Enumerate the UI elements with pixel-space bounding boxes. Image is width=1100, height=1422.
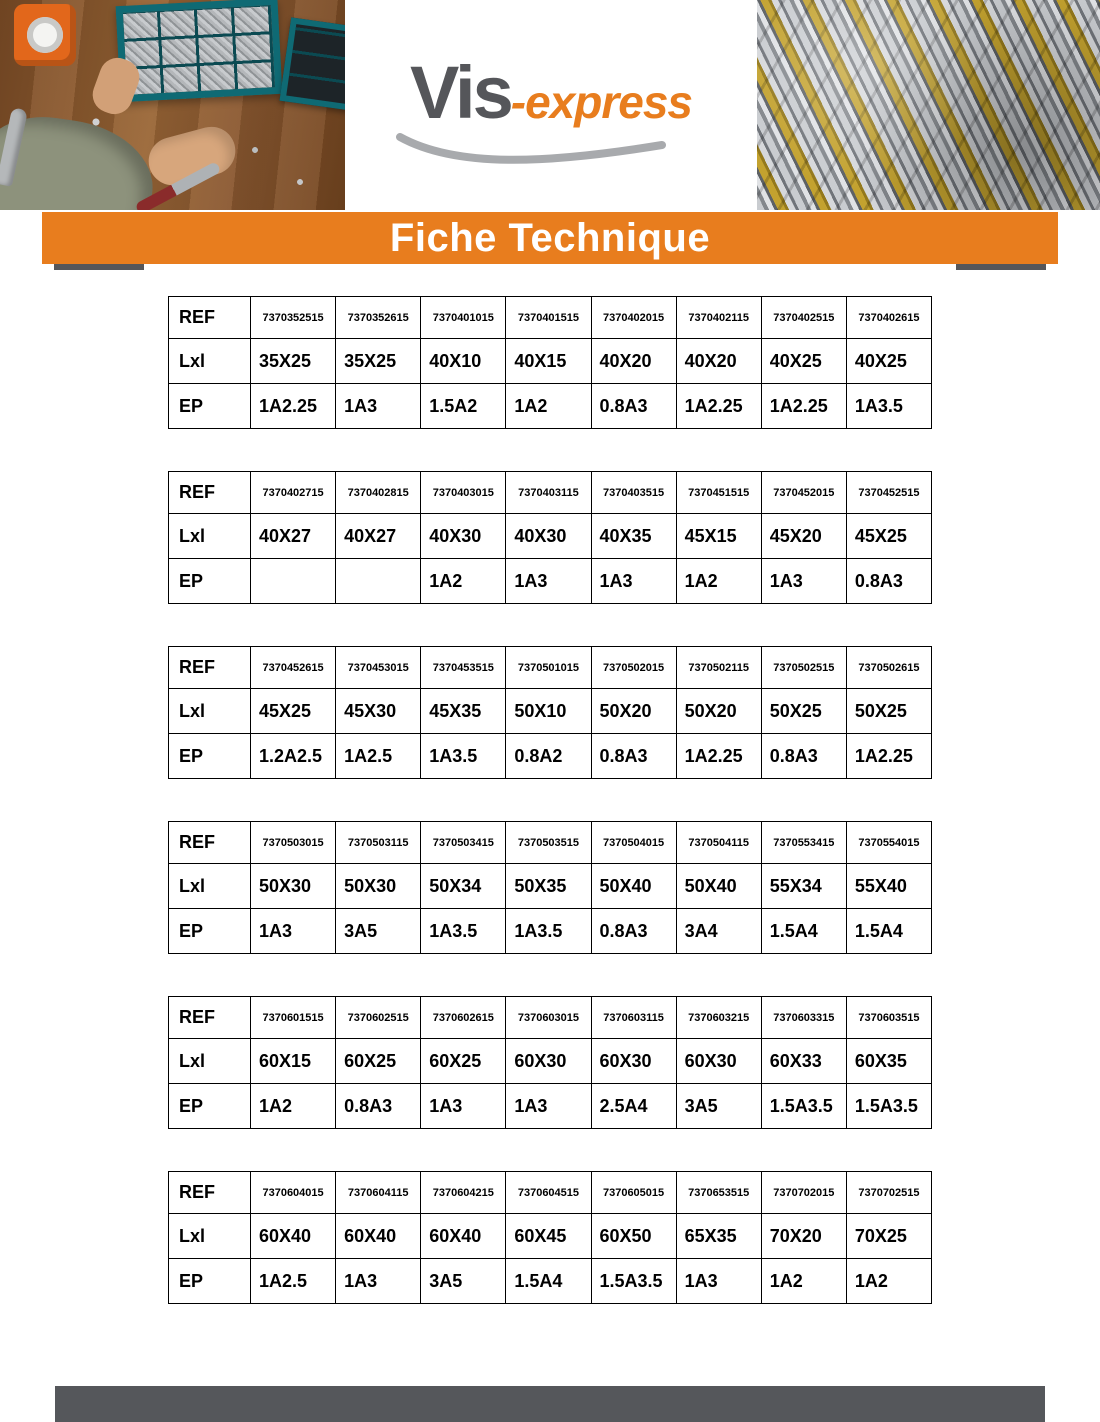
ref-cell: 7370402715 [251, 472, 336, 514]
page-title: Fiche Technique [389, 215, 711, 260]
lxl-cell: 35X25 [251, 339, 336, 384]
ep-cell: 0.8A3 [846, 559, 931, 604]
ref-cell: 7370502015 [591, 647, 676, 689]
ref-cell: 7370403015 [421, 472, 506, 514]
ref-cell: 7370402515 [761, 297, 846, 339]
row-label-lxl: Lxl [169, 339, 251, 384]
ref-cell: 7370702515 [846, 1172, 931, 1214]
lxl-row [169, 1214, 932, 1259]
ep-cell: 3A4 [676, 909, 761, 954]
lxl-cell: 40X27 [336, 514, 421, 559]
ref-cell: 7370702015 [761, 1172, 846, 1214]
ref-cell: 7370502515 [761, 647, 846, 689]
ref-cell: 7370601515 [251, 997, 336, 1039]
spec-table-1 [168, 296, 932, 429]
lxl-cell: 70X25 [846, 1214, 931, 1259]
ep-row [169, 734, 932, 779]
lxl-cell: 45X35 [421, 689, 506, 734]
ep-row [169, 1259, 932, 1304]
ref-cell: 7370502615 [846, 647, 931, 689]
ref-cell: 7370602515 [336, 997, 421, 1039]
ref-cell: 7370604015 [251, 1172, 336, 1214]
logo-express: -express [510, 76, 692, 128]
spec-tables-container [0, 264, 1100, 1304]
lxl-cell: 40X30 [506, 514, 591, 559]
ep-cell: 1A2 [846, 1259, 931, 1304]
lxl-cell: 45X25 [846, 514, 931, 559]
ep-cell: 0.8A3 [761, 734, 846, 779]
ref-cell: 7370603015 [506, 997, 591, 1039]
title-banner [42, 212, 1058, 264]
lxl-cell: 40X10 [421, 339, 506, 384]
ep-cell: 1A3.5 [846, 384, 931, 429]
ref-cell: 7370402115 [676, 297, 761, 339]
lxl-cell: 50X40 [676, 864, 761, 909]
lxl-cell: 50X30 [251, 864, 336, 909]
workbench-photo [0, 0, 345, 210]
lxl-cell: 60X25 [336, 1039, 421, 1084]
ep-cell: 1A3 [421, 1084, 506, 1129]
lxl-cell: 60X30 [676, 1039, 761, 1084]
lxl-cell: 40X20 [591, 339, 676, 384]
ref-cell: 7370401515 [506, 297, 591, 339]
ep-cell: 1A2 [676, 559, 761, 604]
ref-row [169, 647, 932, 689]
lxl-cell: 50X25 [761, 689, 846, 734]
header [0, 0, 1100, 210]
ep-cell: 1.5A4 [846, 909, 931, 954]
ref-cell: 7370504015 [591, 822, 676, 864]
ref-cell: 7370503515 [506, 822, 591, 864]
ref-cell: 7370604215 [421, 1172, 506, 1214]
lxl-cell: 40X35 [591, 514, 676, 559]
ref-cell: 7370603315 [761, 997, 846, 1039]
row-label-lxl: Lxl [169, 1214, 251, 1259]
lxl-cell: 45X15 [676, 514, 761, 559]
ep-cell: 3A5 [676, 1084, 761, 1129]
row-label-lxl: Lxl [169, 864, 251, 909]
banner-face [42, 212, 1058, 264]
lxl-cell: 65X35 [676, 1214, 761, 1259]
ep-cell: 1A2 [761, 1259, 846, 1304]
ref-cell: 7370402615 [846, 297, 931, 339]
ref-cell: 7370503415 [421, 822, 506, 864]
lxl-cell: 60X15 [251, 1039, 336, 1084]
lxl-cell: 60X45 [506, 1214, 591, 1259]
lxl-cell: 60X40 [421, 1214, 506, 1259]
row-label-ep: EP [169, 909, 251, 954]
ref-row [169, 297, 932, 339]
lxl-cell: 60X50 [591, 1214, 676, 1259]
ref-cell: 7370403115 [506, 472, 591, 514]
lxl-cell: 40X25 [761, 339, 846, 384]
ep-cell: 1A2.5 [251, 1259, 336, 1304]
ep-cell [251, 559, 336, 604]
ep-cell: 1.5A4 [761, 909, 846, 954]
ep-cell: 1A2.25 [761, 384, 846, 429]
ep-cell: 0.8A3 [591, 384, 676, 429]
row-label-lxl: Lxl [169, 689, 251, 734]
ep-cell: 1.5A4 [506, 1259, 591, 1304]
ref-cell: 7370502115 [676, 647, 761, 689]
ep-cell: 1A3.5 [421, 734, 506, 779]
screw-box [280, 17, 345, 110]
lxl-cell: 40X27 [251, 514, 336, 559]
ep-cell [336, 559, 421, 604]
ep-cell: 3A5 [336, 909, 421, 954]
lxl-cell: 60X35 [846, 1039, 931, 1084]
ref-cell: 7370504115 [676, 822, 761, 864]
logo-vis: Vis [410, 51, 511, 134]
ref-cell: 7370403515 [591, 472, 676, 514]
lxl-cell: 45X20 [761, 514, 846, 559]
lxl-cell: 45X25 [251, 689, 336, 734]
ref-cell: 7370402015 [591, 297, 676, 339]
ep-cell: 1.2A2.5 [251, 734, 336, 779]
lxl-cell: 60X30 [506, 1039, 591, 1084]
lxl-cell: 40X30 [421, 514, 506, 559]
lxl-cell: 60X30 [591, 1039, 676, 1084]
row-label-ep: EP [169, 1084, 251, 1129]
ep-cell: 1A3.5 [506, 909, 591, 954]
ep-cell: 1.5A3.5 [591, 1259, 676, 1304]
lxl-row [169, 1039, 932, 1084]
spec-table-3 [168, 646, 932, 779]
ep-cell: 1.5A2 [421, 384, 506, 429]
ref-cell: 7370554015 [846, 822, 931, 864]
ep-cell: 1.5A3.5 [846, 1084, 931, 1129]
ep-cell: 1A2.25 [676, 734, 761, 779]
ref-row [169, 997, 932, 1039]
ep-cell: 1A3 [506, 559, 591, 604]
lxl-cell: 55X40 [846, 864, 931, 909]
row-label-ref: REF [169, 1172, 251, 1214]
ep-cell: 1A3 [336, 1259, 421, 1304]
ep-row [169, 909, 932, 954]
row-label-ref: REF [169, 997, 251, 1039]
lxl-row [169, 514, 932, 559]
ep-cell: 1A2.5 [336, 734, 421, 779]
lxl-row [169, 339, 932, 384]
row-label-ref: REF [169, 297, 251, 339]
ep-cell: 1A3 [506, 1084, 591, 1129]
row-label-ref: REF [169, 472, 251, 514]
ref-cell: 7370352615 [336, 297, 421, 339]
row-label-ep: EP [169, 384, 251, 429]
ref-row [169, 1172, 932, 1214]
ep-cell: 1A3 [591, 559, 676, 604]
ref-cell: 7370604515 [506, 1172, 591, 1214]
ep-cell: 3A5 [421, 1259, 506, 1304]
ref-cell: 7370401015 [421, 297, 506, 339]
ref-cell: 7370603115 [591, 997, 676, 1039]
lxl-cell: 45X30 [336, 689, 421, 734]
lxl-row [169, 689, 932, 734]
lxl-row [169, 864, 932, 909]
ep-cell: 1A2.25 [846, 734, 931, 779]
lxl-cell: 50X20 [591, 689, 676, 734]
ref-cell: 7370603515 [846, 997, 931, 1039]
ref-cell: 7370653515 [676, 1172, 761, 1214]
ref-cell: 7370604115 [336, 1172, 421, 1214]
screw-tray [116, 0, 283, 102]
ep-cell: 0.8A3 [591, 909, 676, 954]
measuring-tape [14, 4, 76, 66]
logo-swoosh-icon [396, 132, 666, 168]
lxl-cell: 50X25 [846, 689, 931, 734]
logo [345, 0, 757, 210]
ep-cell: 1A2.25 [251, 384, 336, 429]
lxl-cell: 50X20 [676, 689, 761, 734]
ep-cell: 0.8A3 [591, 734, 676, 779]
ref-cell: 7370603215 [676, 997, 761, 1039]
ref-cell: 7370453015 [336, 647, 421, 689]
ref-row [169, 472, 932, 514]
lxl-cell: 60X40 [251, 1214, 336, 1259]
ep-cell: 1A2.25 [676, 384, 761, 429]
lxl-cell: 55X34 [761, 864, 846, 909]
ep-cell: 1A3 [761, 559, 846, 604]
ep-row [169, 559, 932, 604]
lxl-cell: 60X40 [336, 1214, 421, 1259]
lxl-cell: 35X25 [336, 339, 421, 384]
lxl-cell: 70X20 [761, 1214, 846, 1259]
ref-cell: 7370453515 [421, 647, 506, 689]
ep-cell: 1A2 [421, 559, 506, 604]
logo-text [410, 51, 692, 134]
lxl-cell: 60X25 [421, 1039, 506, 1084]
ref-cell: 7370402815 [336, 472, 421, 514]
ep-cell: 0.8A3 [336, 1084, 421, 1129]
ref-cell: 7370605015 [591, 1172, 676, 1214]
ep-cell: 1A3 [676, 1259, 761, 1304]
lxl-cell: 40X25 [846, 339, 931, 384]
ref-cell: 7370352515 [251, 297, 336, 339]
row-label-lxl: Lxl [169, 514, 251, 559]
lxl-cell: 50X10 [506, 689, 591, 734]
lxl-cell: 50X40 [591, 864, 676, 909]
spec-table-4 [168, 821, 932, 954]
ep-row [169, 1084, 932, 1129]
lxl-cell: 50X34 [421, 864, 506, 909]
ep-cell: 1A2 [251, 1084, 336, 1129]
ep-cell: 1.5A3.5 [761, 1084, 846, 1129]
ref-cell: 7370451515 [676, 472, 761, 514]
ref-row [169, 822, 932, 864]
lxl-cell: 50X35 [506, 864, 591, 909]
ref-cell: 7370452615 [251, 647, 336, 689]
ref-cell: 7370452015 [761, 472, 846, 514]
ep-cell: 2.5A4 [591, 1084, 676, 1129]
row-label-ref: REF [169, 822, 251, 864]
row-label-lxl: Lxl [169, 1039, 251, 1084]
footer-bar [55, 1386, 1045, 1422]
ref-cell: 7370602615 [421, 997, 506, 1039]
row-label-ep: EP [169, 734, 251, 779]
ep-row [169, 384, 932, 429]
ep-cell: 1A3 [251, 909, 336, 954]
row-label-ref: REF [169, 647, 251, 689]
ep-cell: 1A2 [506, 384, 591, 429]
row-label-ep: EP [169, 559, 251, 604]
spec-table-6 [168, 1171, 932, 1304]
spec-table-2 [168, 471, 932, 604]
ref-cell: 7370501015 [506, 647, 591, 689]
ep-cell: 0.8A2 [506, 734, 591, 779]
row-label-ep: EP [169, 1259, 251, 1304]
ref-cell: 7370503015 [251, 822, 336, 864]
ep-cell: 1A3 [336, 384, 421, 429]
spec-table-5 [168, 996, 932, 1129]
lxl-cell: 40X20 [676, 339, 761, 384]
lxl-cell: 50X30 [336, 864, 421, 909]
lxl-cell: 60X33 [761, 1039, 846, 1084]
ref-cell: 7370503115 [336, 822, 421, 864]
ep-cell: 1A3.5 [421, 909, 506, 954]
screws-photo [757, 0, 1100, 210]
lxl-cell: 40X15 [506, 339, 591, 384]
ref-cell: 7370452515 [846, 472, 931, 514]
ref-cell: 7370553415 [761, 822, 846, 864]
